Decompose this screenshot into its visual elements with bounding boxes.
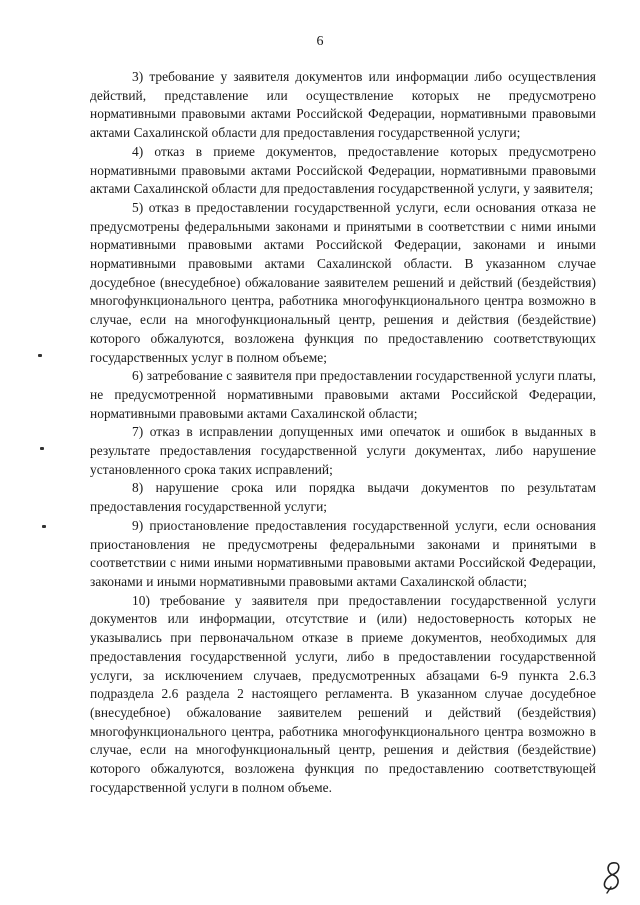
- list-item-paragraph: 9) приостановление предоставления государственной услуги, если основания приостановления не предусмотрены федеральными законами и принятыми в соответствии с ними иными нормативными правовыми актами Российской Федерации, законами и иными нормативными правовыми актами Сахалинской области;: [90, 517, 596, 589]
- list-item-paragraph: 3) требование у заявителя документов или информации либо осуществления действий, представление или осуществление которых не предусмотрено нормативными правовыми актами Российской Федерации, нормативными правовыми актами Сахалинской области для предоставления государственной услуги;: [90, 69, 596, 141]
- list-item-paragraph: 7) отказ в исправлении допущенных ими опечаток и ошибок в выданных в результате предоставления государственной услуги документах, либо нарушение установленного срока таких исправлений;: [90, 424, 596, 477]
- handwritten-page-mark: [598, 857, 626, 895]
- list-item-paragraph: 8) нарушение срока или порядка выдачи документов по результатам предоставления государственной услуги;: [90, 480, 596, 515]
- list-item-paragraph: 4) отказ в приеме документов, предоставление которых предусмотрено нормативными правовыми актами Российской Федерации, нормативными правовыми актами Сахалинской области для предоставления государственной услуги, у заявителя;: [90, 143, 596, 197]
- margin-dot-mark: [40, 447, 44, 450]
- list-item-paragraph: 5) отказ в предоставлении государственной услуги, если основания отказа не предусмотрены федеральными законами и принятыми в соответствии с ними иными нормативными правовыми актами Российской Федерации, законами и иными нормативными правовыми актами Сахалинской области. В указанном случае досудебное (внесудебное) обжалование заявителем решений и действий (бездействия) многофункционального центра, работника многофункционального центра возможно в случае, если на многофункциональный центр, решения и действия (бездействие) которого обжалуются, возложена функция по предоставлению соответствующих государственных услуг в полном объеме;: [90, 199, 596, 365]
- margin-dot-mark: [42, 525, 46, 528]
- document-body: [90, 68, 596, 797]
- page-number: 6: [316, 34, 324, 49]
- margin-dot-mark: [38, 354, 42, 357]
- list-item-paragraph: 6) затребование с заявителя при предоставлении государственной услуги платы, не предусмотренной нормативными правовыми актами Российской Федерации, нормативными правовыми актами Сахалинской области;: [90, 368, 596, 421]
- list-item-paragraph: 10) требование у заявителя при предоставлении государственной услуги документов или информации, отсутствие и (или) недостоверность которых не указывались при первоначальном отказе в приеме документов, необходимых для предоставления государственной услуги, либо в предоставлении государственной услуги, за исключением случаев, предусмотренных абзацами 6-9 пункта 2.6.3 подраздела 2.6 раздела 2 настоящего регламента. В указанном случае досудебное (внесудебное) обжалование заявителем решений и действий (бездействия) многофункционального центра, работника многофункционального центра возможно в случае, если на многофункциональный центр, решения и действия (бездействие) которого обжалуются, возложена функция по предоставлению соответствующей государственной услуги в полном объеме.: [90, 592, 596, 795]
